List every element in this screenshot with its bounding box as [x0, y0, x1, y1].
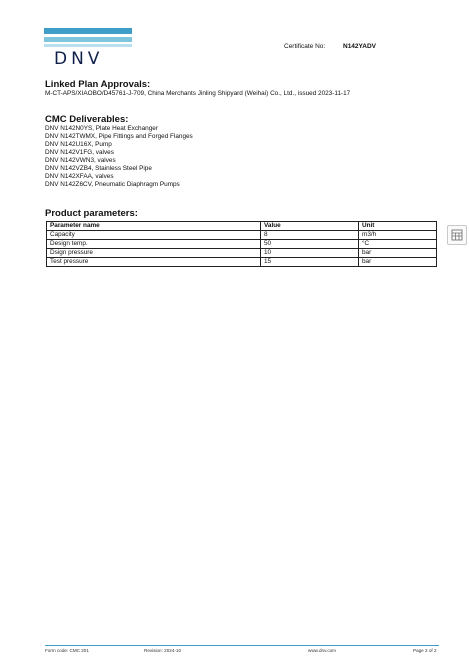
- logo-wave-bar: [44, 28, 132, 34]
- footer-page-number: Page 2 of 2: [413, 648, 437, 653]
- footer-form-code: Form code: CMC 201: [45, 648, 89, 653]
- cmc-item: DNV N142VWN3, valves: [45, 157, 116, 164]
- logo-wave-bar: [44, 44, 132, 47]
- table-cell: Dsign pressure: [47, 249, 261, 258]
- table-cell: Capacity: [47, 231, 261, 240]
- table-cell: Test pressure: [47, 258, 261, 267]
- table-cell: bar: [359, 258, 437, 267]
- cmc-heading: CMC Deliverables:: [45, 114, 129, 125]
- footer-website[interactable]: www.dnv.com: [308, 648, 336, 653]
- product-parameters-heading: Product parameters:: [45, 208, 138, 219]
- dnv-logo: [44, 28, 132, 68]
- certificate-label: Certificate No:: [284, 43, 326, 50]
- certificate-value: N142YADV: [343, 43, 377, 50]
- logo-wave-bar: [44, 37, 132, 42]
- table-cell: 50: [261, 240, 359, 249]
- linked-plan-heading: Linked Plan Approvals:: [45, 79, 151, 90]
- column-header: Unit: [359, 222, 437, 231]
- table-row: [47, 240, 437, 249]
- table-export-icon[interactable]: [447, 225, 467, 245]
- table-cell: m3/h: [359, 231, 437, 240]
- table-row: [47, 258, 437, 267]
- certificate-number: [284, 43, 376, 50]
- table-header-row: [47, 222, 437, 231]
- table-cell: 10: [261, 249, 359, 258]
- cmc-item: DNV N142VZB4, Stainless Steel Pipe: [45, 165, 152, 172]
- table-cell: bar: [359, 249, 437, 258]
- linked-plan-text: M-CT-APS/XIAOBO/D45761-J-709, China Merchants Jinling Shipyard (Weihai) Co., Ltd., issued 2023-11-17: [45, 90, 351, 97]
- cmc-item: DNV N142Z6CV, Pneumatic Diaphragm Pumps: [45, 181, 180, 188]
- footer-divider: [45, 645, 439, 646]
- table-cell: 8: [261, 231, 359, 240]
- cmc-item: DNV N142V1FG, valves: [45, 149, 114, 156]
- table-cell: Design temp.: [47, 240, 261, 249]
- cmc-item: DNV N142N0YS, Plate Heat Exchanger: [45, 125, 158, 132]
- table-grid-icon: [451, 229, 463, 241]
- column-header: Value: [261, 222, 359, 231]
- cmc-item: DNV N142TWMX, Pipe Fittings and Forged Flanges: [45, 133, 193, 140]
- cmc-item: DNV N142XFAA, valves: [45, 173, 114, 180]
- column-header: Parameter name: [47, 222, 261, 231]
- product-parameters-table: [46, 221, 437, 267]
- table-cell: °C: [359, 240, 437, 249]
- cmc-item: DNV N142U16X, Pump: [45, 141, 112, 148]
- table-row: [47, 231, 437, 240]
- logo-wordmark: DNV: [54, 49, 104, 69]
- table-cell: 15: [261, 258, 359, 267]
- footer-revision: Revision: 2024-10: [144, 648, 182, 653]
- table-row: [47, 249, 437, 258]
